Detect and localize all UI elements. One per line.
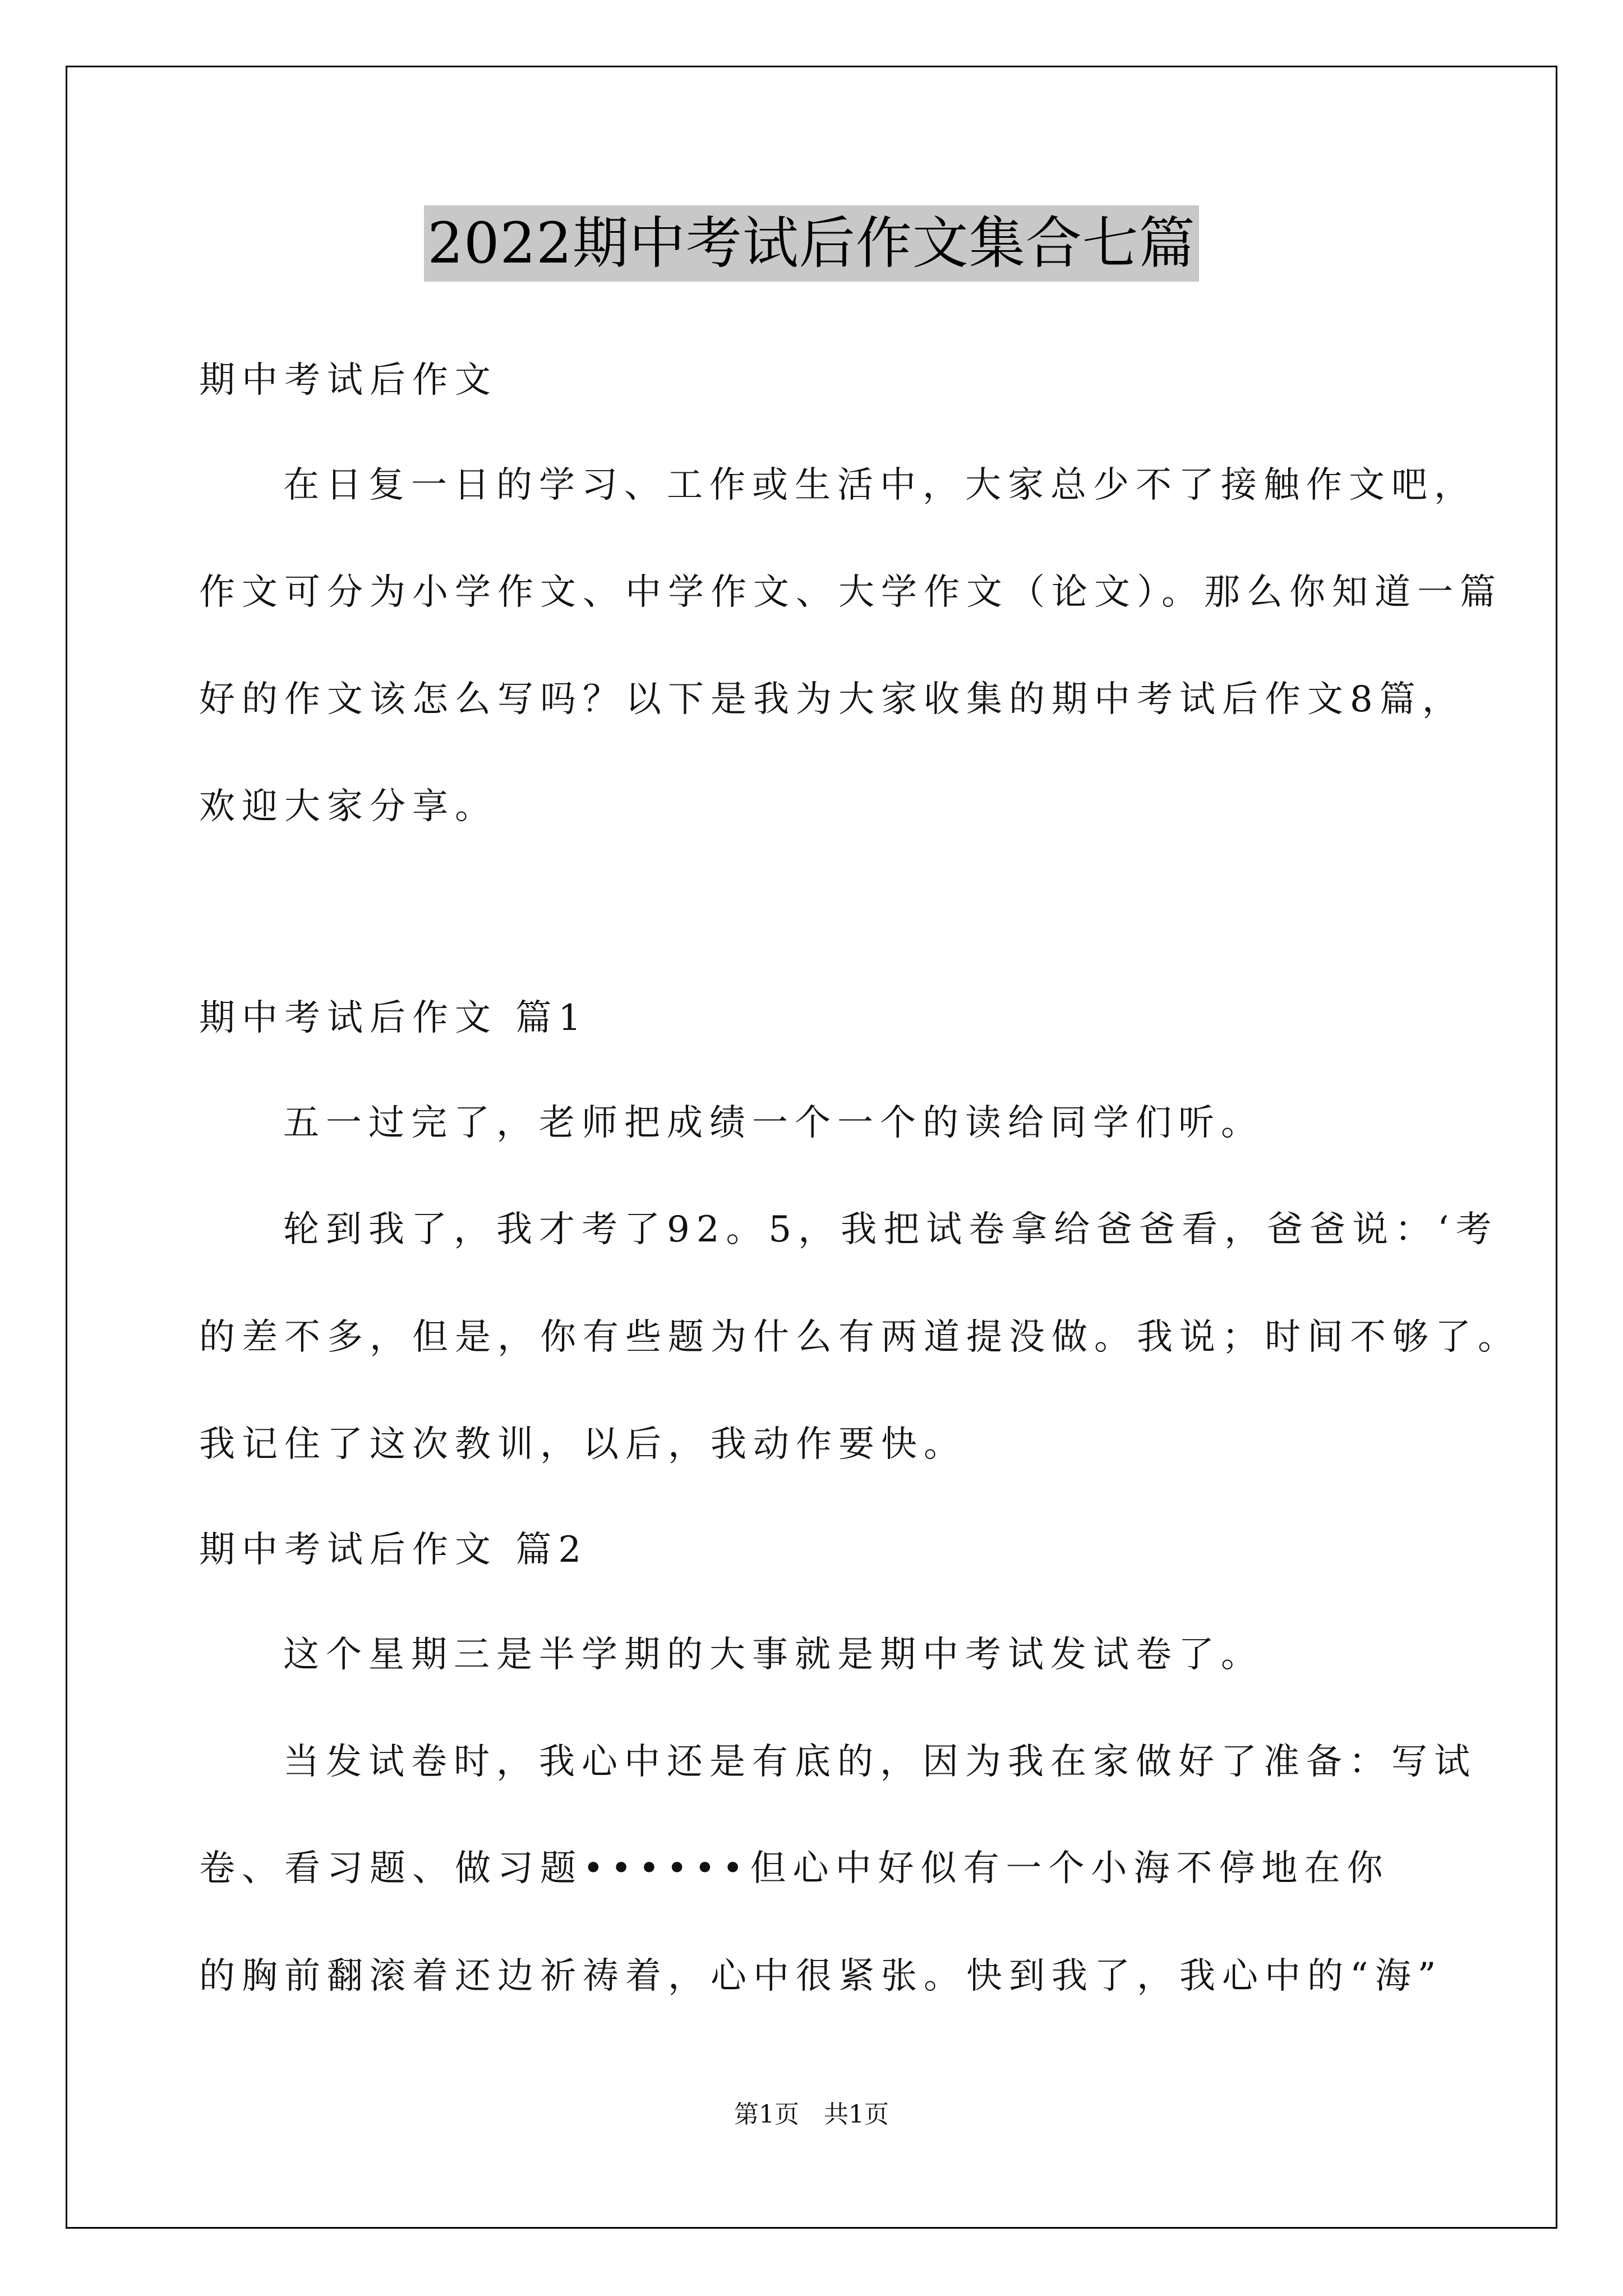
page-footer: 第1页 共1页 (734, 2100, 889, 2129)
section-heading: 期中考试后作文 篇1 (199, 997, 588, 1039)
title-container (0, 205, 1623, 282)
paragraph-line: 好的作文该怎么写吗？以下是我为大家收集的期中考试后作文8篇， (199, 679, 1465, 720)
paragraph-line: 我记住了这次教训，以后，我动作要快。 (199, 1424, 966, 1465)
paragraph-line: 作文可分为小学作文、中学作文、大学作文（论文）。那么你知道一篇 (199, 572, 1502, 613)
section-heading: 期中考试后作文 篇2 (199, 1529, 588, 1571)
paragraph-line: 当发试卷时，我心中还是有底的，因为我在家做好了准备：写试 (283, 1741, 1477, 1783)
paragraph-line: 轮到我了，我才考了92。5，我把试卷拿给爸爸看，爸爸说：‘考 (283, 1209, 1498, 1250)
document-title: 2022期中考试后作文集合七篇 (424, 205, 1199, 282)
paragraph-line: 的胸前翻滚着还边祈祷着，心中很紧张。快到我了，我心中的“海” (199, 1955, 1443, 1997)
paragraph-line: 在日复一日的学习、工作或生活中，大家总少不了接触作文吧， (283, 464, 1477, 506)
paragraph-line: 这个星期三是半学期的大事就是期中考试发试卷了。 (283, 1634, 1264, 1676)
paragraph-line: 卷、看习题、做习题••••••但心中好似有一个小海不停地在你 (199, 1848, 1390, 1889)
intro-heading: 期中考试后作文 (199, 360, 497, 401)
paragraph-line: 五一过完了，老师把成绩一个一个的读给同学们听。 (283, 1102, 1264, 1144)
paragraph-line: 的差不多，但是，你有些题为什么有两道提没做。我说；时间不够了。 (199, 1317, 1520, 1358)
paragraph-line: 欢迎大家分享。 (199, 786, 497, 827)
